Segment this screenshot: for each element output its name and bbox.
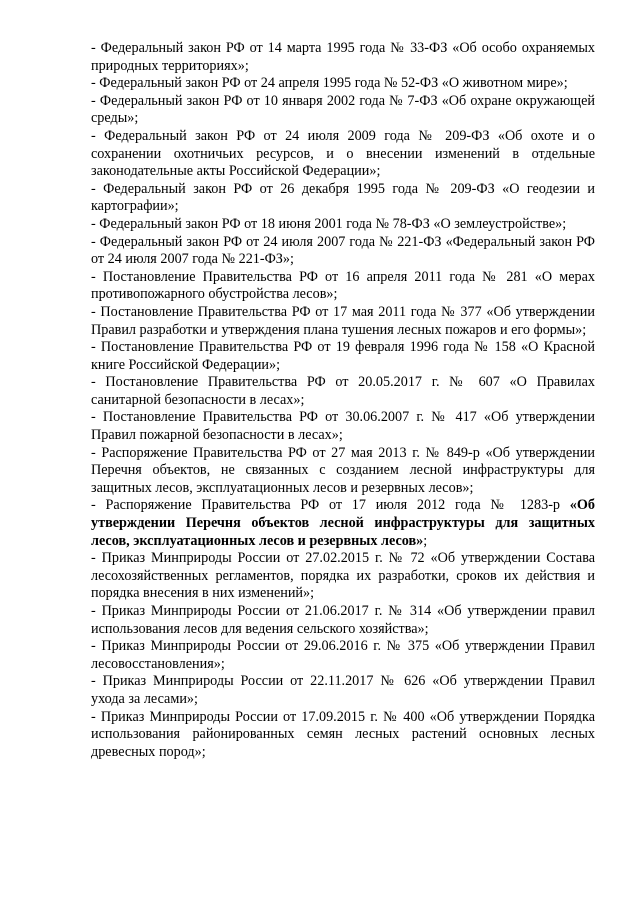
list-item: - Федеральный закон РФ от 26 декабря 1995 года № 209-ФЗ «О геодезии и картографии»; xyxy=(91,180,595,215)
list-item: - Федеральный закон РФ от 24 апреля 1995 года № 52-ФЗ «О животном мире»; xyxy=(91,75,568,92)
list-item-suffix: ; xyxy=(423,532,428,549)
list-item: - Федеральный закон РФ от 24 июля 2009 года № 209-ФЗ «Об охоте и о сохранении охотничьих ресурсов, и о внесении изменений в отдельные законодательные акты Российской Федерации»; xyxy=(91,127,595,180)
list-item: - Распоряжение Правительства РФ от 27 мая 2013 г. № 849-р «Об утверждении Перечня объектов, не связанных с созданием лесной инфраструктуры для защитных лесов, эксплуатационных лесов и резервных лесов»; xyxy=(91,444,595,496)
list-item: - Федеральный закон РФ от 14 марта 1995 года № 33-ФЗ «Об особо охраняемых природных территориях»; xyxy=(91,40,595,74)
list-item: - Приказ Минприроды России от 27.02.2015 г. № 72 «Об утверждении Состава лесохозяйственных регламентов, порядка их разработки, сроков их действия и порядка внесения в них изменений»; xyxy=(91,550,595,602)
list-item: - Приказ Минприроды России от 17.09.2015 г. № 400 «Об утверждении Порядка использования районированных семян лесных растений основных лесных древесных пород»; xyxy=(91,708,595,760)
list-item: - Федеральный закон РФ от 10 января 2002 года № 7-ФЗ «Об охране окружающей среды»; xyxy=(91,92,595,127)
list-item: - Федеральный закон РФ от 18 июня 2001 года № 78-ФЗ «О землеустройстве»; xyxy=(91,215,567,232)
list-item-prefix: - Распоряжение Правительства РФ от 17 июля 2012 года № 1283-р xyxy=(91,497,570,514)
list-item: - Постановление Правительства РФ от 20.05.2017 г. № 607 «О Правилах санитарной безопасности в лесах»; xyxy=(91,374,595,408)
list-item: - Приказ Минприроды России от 29.06.2016 г. № 375 «Об утверждении Правил лесовосстановления»; xyxy=(91,638,595,672)
list-item: - Приказ Минприроды России от 22.11.2017 № 626 «Об утверждении Правил ухода за лесами»; xyxy=(91,673,595,707)
list-item: - Постановление Правительства РФ от 19 февраля 1996 года № 158 «О Красной книге Российской Федерации»; xyxy=(91,339,595,373)
list-item: - Постановление Правительства РФ от 17 мая 2011 года № 377 «Об утверждении Правил разработки и утверждения плана тушения лесных пожаров и его формы»; xyxy=(91,303,595,338)
list-item: - Постановление Правительства РФ от 30.06.2007 г. № 417 «Об утверждении Правил пожарной безопасности в лесах»; xyxy=(91,409,595,444)
list-item-bold-title: «Об утверждении Перечня объектов лесной инфраструктуры для защитных лесов, эксплуатационных лесов и резервных лесов» xyxy=(91,497,595,549)
list-item-highlighted xyxy=(91,497,595,550)
document-page xyxy=(91,40,595,761)
list-item: - Постановление Правительства РФ от 16 апреля 2011 года № 281 «О мерах противопожарного обустройства лесов»; xyxy=(91,268,595,303)
list-item: - Федеральный закон РФ от 24 июля 2007 года № 221-ФЗ «Федеральный закон РФ от 24 июля 2007 года № 221-ФЗ»; xyxy=(91,233,595,268)
list-item: - Приказ Минприроды России от 21.06.2017 г. № 314 «Об утверждении правил использования лесов для ведения сельского хозяйства»; xyxy=(91,603,595,637)
